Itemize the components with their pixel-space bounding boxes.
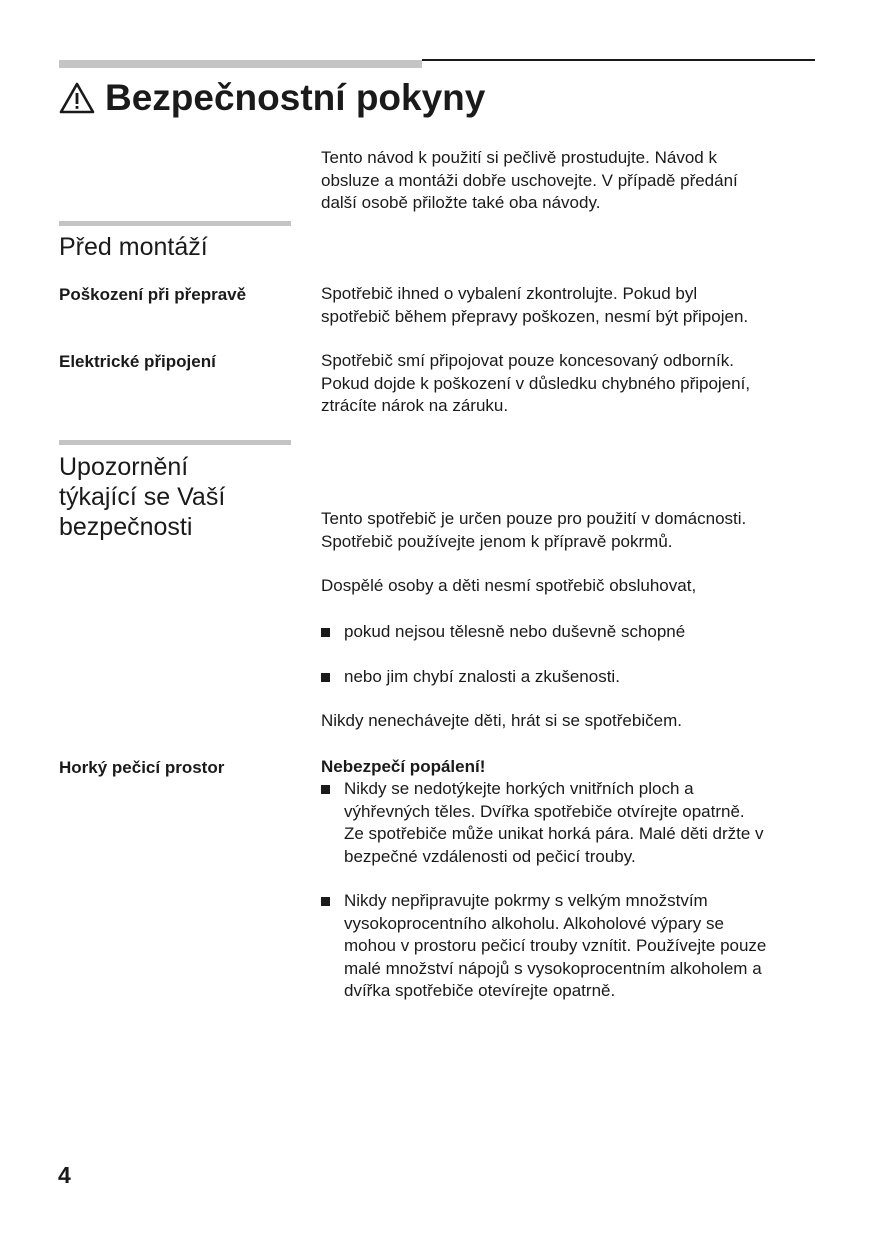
square-bullet-icon (321, 785, 330, 794)
warning-triangle-icon (59, 81, 95, 115)
text-line: dvířka spotřebiče otevírejte opatrně. (344, 981, 616, 1001)
list-item (321, 666, 821, 689)
burn-warning: Nebezpečí popálení! (321, 757, 486, 776)
text-line: Nikdy se nedotýkejte horkých vnitřních ploch a (344, 779, 694, 798)
text-line: Tento spotřebič je určen pouze pro použití v domácnosti. (321, 509, 747, 528)
text-line: malé množství nápojů s vysokoprocentním alkoholem a (344, 958, 762, 978)
page-title-text: Bezpečnostní pokyny (105, 77, 486, 118)
list-item-text (344, 890, 766, 1003)
intro-paragraph (321, 147, 821, 215)
side-label-transport-damage: Poškození při přepravě (59, 285, 247, 304)
text-line: Spotřebič používejte jenom k přípravě pokrmů. (321, 531, 673, 551)
children-play-paragraph: Nikdy nenechávejte děti, hrát si se spotřebičem. (321, 711, 682, 730)
list-item-text: pokud nejsou tělesně nebo duševně schopné (344, 622, 686, 641)
list-item-text (344, 778, 764, 868)
page-title (59, 76, 485, 120)
header-rule-thick (59, 60, 422, 68)
text-line: Nikdy nepřipravujte pokrmy s velkým množstvím (344, 891, 708, 910)
transport-damage-paragraph (321, 283, 821, 328)
list-item (321, 621, 821, 644)
section-heading-safety (59, 452, 225, 542)
text-line: Ze spotřebiče může unikat horká pára. Malé děti držte v (344, 824, 764, 844)
list-item (321, 890, 821, 1003)
electrical-connection-paragraph (321, 350, 821, 418)
side-label-hot-oven: Horký pečicí prostor (59, 758, 225, 777)
text-line: vysokoprocentního alkoholu. Alkoholové výpary se (344, 913, 724, 933)
heading-line: Upozornění (59, 453, 189, 481)
household-use-paragraph (321, 508, 821, 553)
text-line: Spotřebič smí připojovat pouze koncesovaný odborník. (321, 351, 734, 370)
text-line: bezpečné vzdálenosti od pečicí trouby. (344, 846, 636, 866)
section-rule (59, 440, 291, 445)
intro-line: Tento návod k použití si pečlivě prostudujte. Návod k (321, 148, 717, 167)
intro-line: obsluze a montáži dobře uschovejte. V případě předání (321, 170, 738, 190)
text-line: spotřebič během přepravy poškozen, nesmí být připojen. (321, 306, 749, 326)
section-heading-pred-montazi: Před montáží (59, 233, 208, 261)
text-line: Pokud dojde k poškození v důsledku chybného připojení, (321, 373, 751, 393)
adults-children-paragraph: Dospělé osoby a děti nesmí spotřebič obsluhovat, (321, 576, 697, 595)
heading-line: bezpečnosti (59, 513, 193, 541)
list-item (321, 778, 821, 868)
side-label-electrical-connection: Elektrické připojení (59, 352, 216, 371)
text-line: mohou v prostoru pečicí trouby vznítit. Používejte pouze (344, 936, 767, 956)
square-bullet-icon (321, 628, 330, 637)
text-line: výhřevných těles. Dvířka spotřebiče otvírejte opatrně. (344, 801, 745, 821)
header-rule-thin (422, 59, 815, 61)
section-rule (59, 221, 291, 226)
list-item-text: nebo jim chybí znalosti a zkušenosti. (344, 667, 620, 686)
intro-line: další osobě přiložte také oba návody. (321, 193, 601, 213)
square-bullet-icon (321, 673, 330, 682)
square-bullet-icon (321, 897, 330, 906)
text-line: Spotřebič ihned o vybalení zkontrolujte. Pokud byl (321, 284, 698, 303)
page-number: 4 (58, 1162, 71, 1188)
heading-line: týkající se Vaší (59, 483, 226, 511)
text-line: ztrácíte nárok na záruku. (321, 396, 509, 416)
